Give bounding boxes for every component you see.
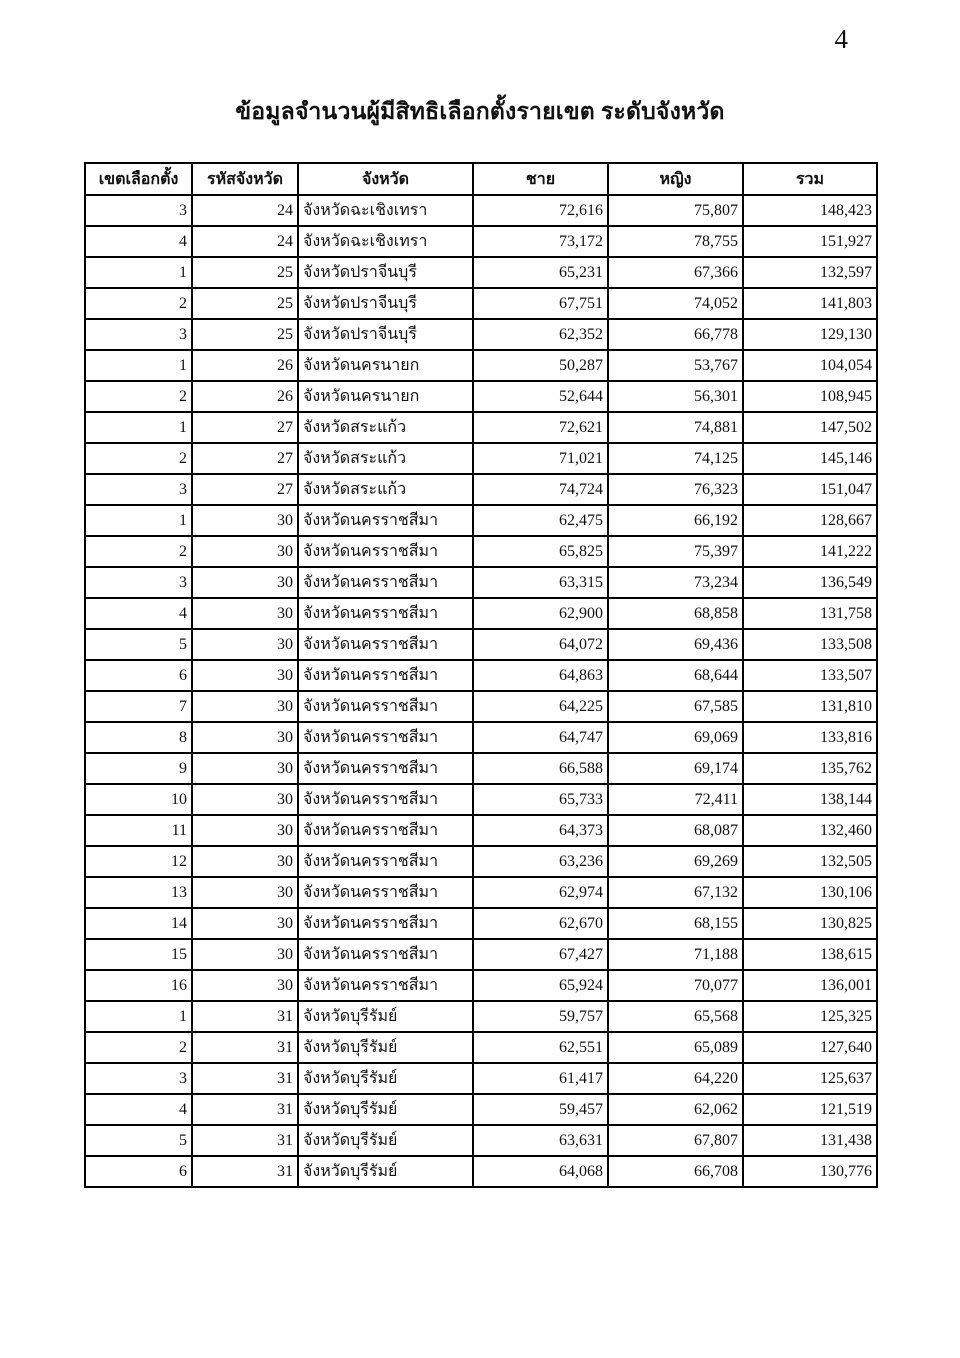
province-code-cell: 26 — [192, 381, 298, 412]
district-number-cell: 15 — [85, 939, 192, 970]
male-count-cell: 64,747 — [473, 722, 608, 753]
male-count-cell: 63,631 — [473, 1125, 608, 1156]
table-row — [85, 226, 877, 257]
column-header-4: หญิง — [608, 163, 743, 195]
province-code-cell: 31 — [192, 1156, 298, 1187]
female-count-cell: 75,397 — [608, 536, 743, 567]
table-row — [85, 319, 877, 350]
province-code-cell: 31 — [192, 1032, 298, 1063]
province-code-cell: 27 — [192, 443, 298, 474]
table-row — [85, 908, 877, 939]
province-name-cell: จังหวัดปราจีนบุรี — [298, 288, 473, 319]
province-code-cell: 30 — [192, 970, 298, 1001]
total-count-cell: 135,762 — [743, 753, 877, 784]
district-number-cell: 2 — [85, 1032, 192, 1063]
district-number-cell: 4 — [85, 598, 192, 629]
male-count-cell: 59,457 — [473, 1094, 608, 1125]
table-row — [85, 474, 877, 505]
province-code-cell: 30 — [192, 939, 298, 970]
column-header-3: ชาย — [473, 163, 608, 195]
female-count-cell: 68,644 — [608, 660, 743, 691]
province-name-cell: จังหวัดนครนายก — [298, 350, 473, 381]
district-number-cell: 3 — [85, 319, 192, 350]
table-row — [85, 722, 877, 753]
district-number-cell: 3 — [85, 567, 192, 598]
male-count-cell: 61,417 — [473, 1063, 608, 1094]
female-count-cell: 71,188 — [608, 939, 743, 970]
province-code-cell: 27 — [192, 474, 298, 505]
total-count-cell: 141,222 — [743, 536, 877, 567]
male-count-cell: 72,621 — [473, 412, 608, 443]
male-count-cell: 74,724 — [473, 474, 608, 505]
table-header-row — [85, 163, 877, 195]
female-count-cell: 70,077 — [608, 970, 743, 1001]
column-header-5: รวม — [743, 163, 877, 195]
district-number-cell: 1 — [85, 350, 192, 381]
district-number-cell: 2 — [85, 536, 192, 567]
total-count-cell: 141,803 — [743, 288, 877, 319]
voter-table — [84, 162, 878, 1188]
total-count-cell: 127,640 — [743, 1032, 877, 1063]
female-count-cell: 75,807 — [608, 195, 743, 226]
province-code-cell: 30 — [192, 908, 298, 939]
table-row — [85, 598, 877, 629]
female-count-cell: 73,234 — [608, 567, 743, 598]
province-name-cell: จังหวัดบุรีรัมย์ — [298, 1156, 473, 1187]
table-row — [85, 195, 877, 226]
table-row — [85, 412, 877, 443]
province-name-cell: จังหวัดนครราชสีมา — [298, 660, 473, 691]
total-count-cell: 125,325 — [743, 1001, 877, 1032]
province-code-cell: 30 — [192, 877, 298, 908]
province-name-cell: จังหวัดบุรีรัมย์ — [298, 1125, 473, 1156]
district-number-cell: 9 — [85, 753, 192, 784]
column-header-1: รหัสจังหวัด — [192, 163, 298, 195]
male-count-cell: 66,588 — [473, 753, 608, 784]
province-code-cell: 25 — [192, 288, 298, 319]
female-count-cell: 64,220 — [608, 1063, 743, 1094]
male-count-cell: 65,733 — [473, 784, 608, 815]
district-number-cell: 1 — [85, 412, 192, 443]
district-number-cell: 4 — [85, 1094, 192, 1125]
male-count-cell: 63,236 — [473, 846, 608, 877]
male-count-cell: 62,974 — [473, 877, 608, 908]
province-name-cell: จังหวัดนครราชสีมา — [298, 970, 473, 1001]
province-name-cell: จังหวัดนครราชสีมา — [298, 753, 473, 784]
province-code-cell: 30 — [192, 784, 298, 815]
district-number-cell: 8 — [85, 722, 192, 753]
total-count-cell: 129,130 — [743, 319, 877, 350]
total-count-cell: 133,816 — [743, 722, 877, 753]
district-number-cell: 2 — [85, 443, 192, 474]
female-count-cell: 56,301 — [608, 381, 743, 412]
province-name-cell: จังหวัดปราจีนบุรี — [298, 257, 473, 288]
total-count-cell: 130,776 — [743, 1156, 877, 1187]
district-number-cell: 5 — [85, 1125, 192, 1156]
district-number-cell: 10 — [85, 784, 192, 815]
province-name-cell: จังหวัดนครราชสีมา — [298, 784, 473, 815]
male-count-cell: 64,072 — [473, 629, 608, 660]
province-name-cell: จังหวัดบุรีรัมย์ — [298, 1094, 473, 1125]
male-count-cell: 59,757 — [473, 1001, 608, 1032]
province-code-cell: 30 — [192, 536, 298, 567]
total-count-cell: 138,144 — [743, 784, 877, 815]
province-name-cell: จังหวัดนครราชสีมา — [298, 567, 473, 598]
female-count-cell: 66,192 — [608, 505, 743, 536]
province-name-cell: จังหวัดสระแก้ว — [298, 412, 473, 443]
province-code-cell: 25 — [192, 257, 298, 288]
total-count-cell: 121,519 — [743, 1094, 877, 1125]
male-count-cell: 62,670 — [473, 908, 608, 939]
female-count-cell: 67,132 — [608, 877, 743, 908]
total-count-cell: 147,502 — [743, 412, 877, 443]
page-title: ข้อมูลจำนวนผู้มีสิทธิเลือกตั้งรายเขต ระดับจังหวัด — [235, 99, 725, 124]
province-code-cell: 30 — [192, 753, 298, 784]
province-name-cell: จังหวัดฉะเชิงเทรา — [298, 226, 473, 257]
female-count-cell: 67,585 — [608, 691, 743, 722]
male-count-cell: 62,352 — [473, 319, 608, 350]
male-count-cell: 72,616 — [473, 195, 608, 226]
male-count-cell: 71,021 — [473, 443, 608, 474]
total-count-cell: 128,667 — [743, 505, 877, 536]
table-row — [85, 1156, 877, 1187]
total-count-cell: 125,637 — [743, 1063, 877, 1094]
female-count-cell: 68,087 — [608, 815, 743, 846]
province-code-cell: 31 — [192, 1063, 298, 1094]
female-count-cell: 65,568 — [608, 1001, 743, 1032]
male-count-cell: 62,475 — [473, 505, 608, 536]
district-number-cell: 1 — [85, 505, 192, 536]
female-count-cell: 69,174 — [608, 753, 743, 784]
total-count-cell: 130,825 — [743, 908, 877, 939]
province-name-cell: จังหวัดบุรีรัมย์ — [298, 1032, 473, 1063]
male-count-cell: 67,427 — [473, 939, 608, 970]
female-count-cell: 74,052 — [608, 288, 743, 319]
table-row — [85, 970, 877, 1001]
table-row — [85, 505, 877, 536]
province-code-cell: 30 — [192, 505, 298, 536]
male-count-cell: 52,644 — [473, 381, 608, 412]
district-number-cell: 6 — [85, 660, 192, 691]
female-count-cell: 66,778 — [608, 319, 743, 350]
table-row — [85, 1125, 877, 1156]
total-count-cell: 130,106 — [743, 877, 877, 908]
female-count-cell: 67,807 — [608, 1125, 743, 1156]
province-name-cell: จังหวัดฉะเชิงเทรา — [298, 195, 473, 226]
district-number-cell: 12 — [85, 846, 192, 877]
male-count-cell: 64,373 — [473, 815, 608, 846]
province-name-cell: จังหวัดบุรีรัมย์ — [298, 1001, 473, 1032]
province-code-cell: 30 — [192, 815, 298, 846]
voter-table-body — [85, 195, 877, 1187]
table-row — [85, 567, 877, 598]
province-name-cell: จังหวัดนครราชสีมา — [298, 877, 473, 908]
female-count-cell: 69,269 — [608, 846, 743, 877]
female-count-cell: 74,125 — [608, 443, 743, 474]
male-count-cell: 65,231 — [473, 257, 608, 288]
female-count-cell: 66,708 — [608, 1156, 743, 1187]
district-number-cell: 14 — [85, 908, 192, 939]
female-count-cell: 65,089 — [608, 1032, 743, 1063]
table-row — [85, 350, 877, 381]
province-name-cell: จังหวัดสระแก้ว — [298, 474, 473, 505]
province-code-cell: 30 — [192, 567, 298, 598]
male-count-cell: 65,924 — [473, 970, 608, 1001]
table-row — [85, 753, 877, 784]
district-number-cell: 13 — [85, 877, 192, 908]
province-name-cell: จังหวัดนครราชสีมา — [298, 939, 473, 970]
total-count-cell: 132,597 — [743, 257, 877, 288]
male-count-cell: 73,172 — [473, 226, 608, 257]
total-count-cell: 131,758 — [743, 598, 877, 629]
province-code-cell: 30 — [192, 629, 298, 660]
table-row — [85, 443, 877, 474]
province-name-cell: จังหวัดนครราชสีมา — [298, 598, 473, 629]
total-count-cell: 136,001 — [743, 970, 877, 1001]
total-count-cell: 131,810 — [743, 691, 877, 722]
male-count-cell: 64,863 — [473, 660, 608, 691]
district-number-cell: 2 — [85, 381, 192, 412]
table-row — [85, 629, 877, 660]
male-count-cell: 64,068 — [473, 1156, 608, 1187]
total-count-cell: 148,423 — [743, 195, 877, 226]
province-code-cell: 30 — [192, 722, 298, 753]
province-code-cell: 31 — [192, 1125, 298, 1156]
total-count-cell: 151,047 — [743, 474, 877, 505]
total-count-cell: 133,507 — [743, 660, 877, 691]
female-count-cell: 72,411 — [608, 784, 743, 815]
province-code-cell: 31 — [192, 1001, 298, 1032]
district-number-cell: 2 — [85, 288, 192, 319]
column-header-2: จังหวัด — [298, 163, 473, 195]
province-code-cell: 30 — [192, 660, 298, 691]
province-code-cell: 30 — [192, 598, 298, 629]
female-count-cell: 62,062 — [608, 1094, 743, 1125]
province-name-cell: จังหวัดนครราชสีมา — [298, 536, 473, 567]
female-count-cell: 74,881 — [608, 412, 743, 443]
district-number-cell: 16 — [85, 970, 192, 1001]
province-name-cell: จังหวัดนครราชสีมา — [298, 815, 473, 846]
province-name-cell: จังหวัดนครราชสีมา — [298, 505, 473, 536]
male-count-cell: 65,825 — [473, 536, 608, 567]
total-count-cell: 138,615 — [743, 939, 877, 970]
province-name-cell: จังหวัดนครนายก — [298, 381, 473, 412]
female-count-cell: 53,767 — [608, 350, 743, 381]
table-row — [85, 381, 877, 412]
province-name-cell: จังหวัดนครราชสีมา — [298, 846, 473, 877]
female-count-cell: 68,155 — [608, 908, 743, 939]
table-row — [85, 691, 877, 722]
female-count-cell: 69,436 — [608, 629, 743, 660]
total-count-cell: 104,054 — [743, 350, 877, 381]
district-number-cell: 3 — [85, 1063, 192, 1094]
female-count-cell: 68,858 — [608, 598, 743, 629]
province-name-cell: จังหวัดนครราชสีมา — [298, 629, 473, 660]
table-row — [85, 846, 877, 877]
page-number: 4 — [834, 24, 848, 54]
table-row — [85, 1001, 877, 1032]
table-row — [85, 660, 877, 691]
district-number-cell: 1 — [85, 257, 192, 288]
province-name-cell: จังหวัดนครราชสีมา — [298, 722, 473, 753]
male-count-cell: 50,287 — [473, 350, 608, 381]
district-number-cell: 4 — [85, 226, 192, 257]
male-count-cell: 64,225 — [473, 691, 608, 722]
district-number-cell: 11 — [85, 815, 192, 846]
province-code-cell: 24 — [192, 226, 298, 257]
province-code-cell: 24 — [192, 195, 298, 226]
total-count-cell: 133,508 — [743, 629, 877, 660]
province-name-cell: จังหวัดปราจีนบุรี — [298, 319, 473, 350]
table-row — [85, 536, 877, 567]
province-name-cell: จังหวัดนครราชสีมา — [298, 908, 473, 939]
total-count-cell: 136,549 — [743, 567, 877, 598]
female-count-cell: 76,323 — [608, 474, 743, 505]
female-count-cell: 69,069 — [608, 722, 743, 753]
table-row — [85, 1094, 877, 1125]
table-row — [85, 288, 877, 319]
province-name-cell: จังหวัดบุรีรัมย์ — [298, 1063, 473, 1094]
male-count-cell: 62,551 — [473, 1032, 608, 1063]
male-count-cell: 67,751 — [473, 288, 608, 319]
total-count-cell: 131,438 — [743, 1125, 877, 1156]
district-number-cell: 3 — [85, 474, 192, 505]
district-number-cell: 5 — [85, 629, 192, 660]
total-count-cell: 108,945 — [743, 381, 877, 412]
table-row — [85, 939, 877, 970]
province-code-cell: 31 — [192, 1094, 298, 1125]
province-code-cell: 25 — [192, 319, 298, 350]
table-row — [85, 257, 877, 288]
table-row — [85, 1063, 877, 1094]
district-number-cell: 1 — [85, 1001, 192, 1032]
province-name-cell: จังหวัดสระแก้ว — [298, 443, 473, 474]
table-row — [85, 815, 877, 846]
male-count-cell: 63,315 — [473, 567, 608, 598]
district-number-cell: 6 — [85, 1156, 192, 1187]
province-code-cell: 30 — [192, 846, 298, 877]
female-count-cell: 67,366 — [608, 257, 743, 288]
district-number-cell: 3 — [85, 195, 192, 226]
province-code-cell: 26 — [192, 350, 298, 381]
province-code-cell: 27 — [192, 412, 298, 443]
total-count-cell: 132,505 — [743, 846, 877, 877]
province-code-cell: 30 — [192, 691, 298, 722]
table-row — [85, 1032, 877, 1063]
male-count-cell: 62,900 — [473, 598, 608, 629]
province-name-cell: จังหวัดนครราชสีมา — [298, 691, 473, 722]
total-count-cell: 145,146 — [743, 443, 877, 474]
district-number-cell: 7 — [85, 691, 192, 722]
female-count-cell: 78,755 — [608, 226, 743, 257]
total-count-cell: 132,460 — [743, 815, 877, 846]
column-header-0: เขตเลือกตั้ง — [85, 163, 192, 195]
total-count-cell: 151,927 — [743, 226, 877, 257]
table-row — [85, 877, 877, 908]
table-row — [85, 784, 877, 815]
